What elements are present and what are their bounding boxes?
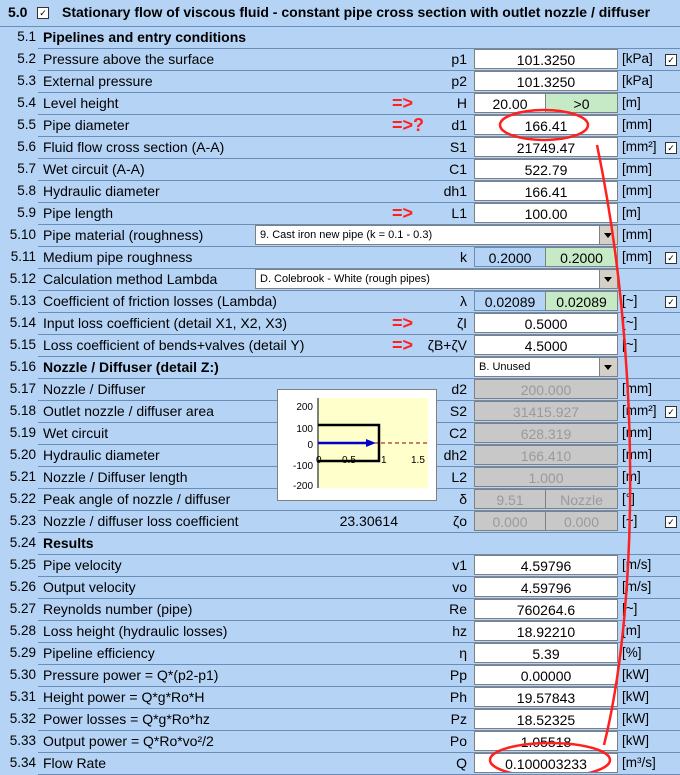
value-field: 0.000 xyxy=(474,511,546,531)
row-checkbox[interactable]: ✓ xyxy=(665,406,677,418)
dropdown[interactable] xyxy=(255,269,618,289)
row-r51 xyxy=(0,26,680,48)
row-label: Hydraulic diameter xyxy=(43,183,160,199)
value-field: 0.2000 xyxy=(474,247,546,267)
row-number: 5.13 xyxy=(9,293,36,308)
row-label: Power losses = Q*g*Ro*hz xyxy=(43,711,210,727)
symbol: d2 xyxy=(451,381,467,397)
row-number: 5.25 xyxy=(9,557,36,572)
symbol: λ xyxy=(460,293,467,309)
row-label: Reynolds number (pipe) xyxy=(43,601,193,617)
row-label: Fluid flow cross section (A-A) xyxy=(43,139,225,155)
row-number: 5.33 xyxy=(9,733,36,748)
row-label: Pressure above the surface xyxy=(43,51,215,67)
unit-label: [m] xyxy=(622,205,641,220)
value-field: 19.57843 xyxy=(474,687,618,707)
symbol: ζo xyxy=(453,513,467,529)
unit-label: [kW] xyxy=(622,733,649,748)
dropdown[interactable] xyxy=(474,357,618,377)
row-r528 xyxy=(0,620,680,642)
value-field: 522.79 xyxy=(474,159,618,179)
row-label: Input loss coefficient (detail X1, X2, X3) xyxy=(43,315,288,331)
x-tick: 0 xyxy=(316,455,322,466)
annotation-arrow: => xyxy=(392,93,414,113)
symbol: L1 xyxy=(451,205,467,221)
row-r523 xyxy=(0,510,680,532)
row-checkbox[interactable]: ✓ xyxy=(665,54,677,66)
value-field: 0.02089 xyxy=(474,291,546,311)
row-label: Calculation method Lambda xyxy=(43,271,218,287)
annotation-arrow: => xyxy=(392,313,414,333)
row-number: 5.24 xyxy=(9,535,36,550)
unit-label: [m³/s] xyxy=(622,755,656,770)
symbol: ζI xyxy=(456,315,467,331)
row-r55 xyxy=(0,114,680,136)
row-label: External pressure xyxy=(43,73,153,89)
unit-label: [~] xyxy=(622,337,638,352)
value-field: 1.05518 xyxy=(474,731,618,751)
value-field[interactable]: 4.5000 xyxy=(474,335,618,355)
row-r524 xyxy=(0,532,680,554)
row-number: 5.14 xyxy=(9,315,36,330)
row-r530 xyxy=(0,664,680,686)
row-label: Pipe velocity xyxy=(43,557,122,573)
value-field: 101.3250 xyxy=(474,71,618,91)
symbol: Ph xyxy=(449,689,467,705)
value-field: 31415.927 xyxy=(474,401,618,421)
row-number: 5.16 xyxy=(9,359,36,374)
value-field: 4.59796 xyxy=(474,577,618,597)
dropdown-value: 9. Cast iron new pipe (k = 0.1 - 0.3) xyxy=(260,229,433,241)
row-checkbox[interactable]: ✓ xyxy=(665,142,677,154)
value-field: 760264.6 xyxy=(474,599,618,619)
value-field: 18.92210 xyxy=(474,621,618,641)
section-number: 5.0 xyxy=(8,4,28,20)
section-header xyxy=(0,0,680,27)
symbol: p1 xyxy=(451,51,467,67)
row-r56 xyxy=(0,136,680,158)
symbol: L2 xyxy=(451,469,467,485)
unit-label: [kPa] xyxy=(622,51,653,66)
value-field: 166.410 xyxy=(474,445,618,465)
row-r529 xyxy=(0,642,680,664)
unit-label: [°] xyxy=(622,491,635,506)
row-r59 xyxy=(0,202,680,224)
row-label: Hydraulic diameter xyxy=(43,447,160,463)
row-label: Output velocity xyxy=(43,579,136,595)
symbol: v1 xyxy=(452,557,467,573)
row-label: Wet circuit xyxy=(43,425,109,441)
nozzle-chart xyxy=(277,389,437,501)
unit-label: [mm] xyxy=(622,183,652,198)
row-label: Flow Rate xyxy=(43,755,107,771)
row-number: 5.26 xyxy=(9,579,36,594)
chevron-down-icon[interactable] xyxy=(599,226,617,244)
symbol: C1 xyxy=(449,161,467,177)
row-number: 5.9 xyxy=(17,205,36,220)
row-checkbox[interactable]: ✓ xyxy=(665,252,677,264)
row-r510 xyxy=(0,224,680,246)
symbol: C2 xyxy=(449,425,467,441)
unit-label: [m] xyxy=(622,623,641,638)
section-checkbox[interactable]: ✓ xyxy=(37,7,49,19)
symbol: S2 xyxy=(449,403,467,419)
row-r515 xyxy=(0,334,680,356)
value-field[interactable]: 101.3250 xyxy=(474,49,618,69)
value-hint: >0 xyxy=(545,93,618,113)
row-label: Level height xyxy=(43,95,119,111)
row-r527 xyxy=(0,598,680,620)
unit-label: [m] xyxy=(622,95,641,110)
row-number: 5.28 xyxy=(9,623,36,638)
unit-label: [kW] xyxy=(622,711,649,726)
y-tick: 0 xyxy=(307,440,313,451)
row-label: Medium pipe roughness xyxy=(43,249,193,265)
row-label: Pressure power = Q*(p2-p1) xyxy=(43,667,219,683)
annotation-arrow: => xyxy=(392,335,414,355)
unit-label: [%] xyxy=(622,645,642,660)
symbol: d1 xyxy=(451,117,467,133)
symbol: hz xyxy=(452,623,467,639)
value-field[interactable]: 0.5000 xyxy=(474,313,618,333)
symbol: Q xyxy=(456,755,467,771)
unit-label: [m] xyxy=(622,469,641,484)
row-number: 5.23 xyxy=(9,513,36,528)
value-field-2[interactable]: 0.02089 xyxy=(545,291,618,311)
symbol: H xyxy=(456,95,467,111)
row-r58 xyxy=(0,180,680,202)
symbol: k xyxy=(460,249,467,265)
row-number: 5.22 xyxy=(9,491,36,506)
row-r53 xyxy=(0,70,680,92)
symbol: η xyxy=(459,645,467,661)
value-field: 18.52325 xyxy=(474,709,618,729)
row-label: Results xyxy=(43,535,94,551)
x-tick: 1 xyxy=(381,455,387,466)
dropdown[interactable] xyxy=(255,225,618,245)
value-field[interactable]: 166.41 xyxy=(474,115,618,135)
unit-label: [~] xyxy=(622,315,638,330)
unit-label: [mm] xyxy=(622,425,652,440)
value-field: 0.00000 xyxy=(474,665,618,685)
row-label: Nozzle / Diffuser length xyxy=(43,469,188,485)
value-field: 5.39 xyxy=(474,643,618,663)
row-number: 5.1 xyxy=(17,29,36,44)
row-r514 xyxy=(0,312,680,334)
symbol: dh2 xyxy=(443,447,467,463)
value-field-2: Nozzle xyxy=(545,489,618,509)
x-tick: 0.5 xyxy=(342,455,356,466)
row-number: 5.31 xyxy=(9,689,36,704)
symbol: S1 xyxy=(449,139,467,155)
symbol: Pz xyxy=(450,711,467,727)
row-label: Loss coefficient of bends+valves (detail Y) xyxy=(43,337,305,353)
unit-label: [mm] xyxy=(622,227,652,242)
row-number: 5.29 xyxy=(9,645,36,660)
row-r512 xyxy=(0,268,680,290)
unit-label: [kPa] xyxy=(622,73,653,88)
row-label: Pipe length xyxy=(43,205,114,221)
row-r532 xyxy=(0,708,680,730)
value-field[interactable]: 100.00 xyxy=(474,203,618,223)
y-tick: -100 xyxy=(292,461,313,472)
value-field: 4.59796 xyxy=(474,555,618,575)
unit-label: [mm²] xyxy=(622,403,657,418)
row-r526 xyxy=(0,576,680,598)
unit-label: [~] xyxy=(622,601,638,616)
row-r513 xyxy=(0,290,680,312)
value-field: 9.51 xyxy=(474,489,546,509)
unit-label: [mm] xyxy=(622,447,652,462)
row-checkbox[interactable]: ✓ xyxy=(665,516,677,528)
row-number: 5.32 xyxy=(9,711,36,726)
symbol: Po xyxy=(449,733,467,749)
row-label: Loss height (hydraulic losses) xyxy=(43,623,228,639)
value-field: 628.319 xyxy=(474,423,618,443)
row-label: Height power = Q*g*Ro*H xyxy=(43,689,205,705)
unit-label: [~] xyxy=(622,513,638,528)
row-r531 xyxy=(0,686,680,708)
value-field: 1.000 xyxy=(474,467,618,487)
symbol: δ xyxy=(459,491,467,507)
dropdown-value: B. Unused xyxy=(479,361,531,373)
row-label: Output power = Q*Ro*vo²/2 xyxy=(43,733,214,749)
unit-label: [m/s] xyxy=(622,579,652,594)
value-field: 0.100003233 xyxy=(474,753,618,773)
symbol: ζB+ζV xyxy=(427,337,467,353)
row-label: Nozzle / Diffuser (detail Z:) xyxy=(43,359,219,375)
row-number: 5.20 xyxy=(9,447,36,462)
row-number: 5.12 xyxy=(9,271,36,286)
row-r52 xyxy=(0,48,680,70)
dropdown-value: D. Colebrook - White (rough pipes) xyxy=(260,273,430,285)
row-label: Pipelines and entry conditions xyxy=(43,29,247,45)
nozzle-chart-svg xyxy=(278,390,436,500)
row-number: 5.27 xyxy=(9,601,36,616)
row-number: 5.17 xyxy=(9,381,36,396)
symbol: dh1 xyxy=(443,183,467,199)
unit-label: [mm] xyxy=(622,161,652,176)
y-tick: 100 xyxy=(296,424,313,435)
row-label: Outlet nozzle / diffuser area xyxy=(43,403,214,419)
row-checkbox[interactable]: ✓ xyxy=(665,296,677,308)
symbol: Re xyxy=(449,601,467,617)
value-field: 21749.47 xyxy=(474,137,618,157)
row-label: Wet circuit (A-A) xyxy=(43,161,145,177)
chevron-down-icon[interactable] xyxy=(599,358,617,376)
unit-label: [~] xyxy=(622,293,638,308)
row-number: 5.4 xyxy=(17,95,36,110)
row-label: Pipe diameter xyxy=(43,117,130,133)
symbol: vo xyxy=(452,579,467,595)
unit-label: [mm] xyxy=(622,381,652,396)
row-r525 xyxy=(0,554,680,576)
row-r511 xyxy=(0,246,680,268)
row-number: 5.15 xyxy=(9,337,36,352)
symbol: p2 xyxy=(451,73,467,89)
annotation-arrow: => xyxy=(392,203,414,223)
row-number: 5.11 xyxy=(10,249,36,264)
row-number: 5.2 xyxy=(17,51,36,66)
extra-value: 23.30614 xyxy=(339,513,398,529)
row-number: 5.10 xyxy=(9,227,36,242)
row-label: Peak angle of nozzle / diffuser xyxy=(43,491,231,507)
row-label: Pipe material (roughness) xyxy=(43,227,204,243)
row-label: Nozzle / diffuser loss coefficient xyxy=(43,513,239,529)
row-r533 xyxy=(0,730,680,752)
row-number: 5.5 xyxy=(17,117,36,132)
row-number: 5.18 xyxy=(9,403,36,418)
row-number: 5.7 xyxy=(17,161,36,176)
unit-label: [mm] xyxy=(622,117,652,132)
value-field: 166.41 xyxy=(474,181,618,201)
row-number: 5.34 xyxy=(9,755,36,770)
unit-label: [kW] xyxy=(622,689,649,704)
chevron-down-icon[interactable] xyxy=(599,270,617,288)
x-tick: 1.5 xyxy=(411,455,425,466)
row-number: 5.21 xyxy=(9,469,36,484)
value-field: 200.000 xyxy=(474,379,618,399)
y-tick: -200 xyxy=(292,481,313,492)
row-label: Pipeline efficiency xyxy=(43,645,155,661)
row-number: 5.8 xyxy=(17,183,36,198)
symbol: Pp xyxy=(449,667,467,683)
row-r54 xyxy=(0,92,680,114)
row-r57 xyxy=(0,158,680,180)
row-number: 5.19 xyxy=(9,425,36,440)
row-label: Nozzle / Diffuser xyxy=(43,381,146,397)
value-field[interactable]: 20.00 xyxy=(474,93,546,113)
unit-label: [m/s] xyxy=(622,557,652,572)
section-title: Stationary flow of viscous fluid - constant pipe cross section with outlet nozzle / diffuser xyxy=(62,4,651,20)
row-r516 xyxy=(0,356,680,378)
row-number: 5.3 xyxy=(17,73,36,88)
row-r534 xyxy=(0,752,680,774)
y-tick: 200 xyxy=(296,402,313,413)
value-field-2: 0.000 xyxy=(545,511,618,531)
row-number: 5.30 xyxy=(9,667,36,682)
annotation-arrow: =>? xyxy=(392,115,425,135)
value-field-2[interactable]: 0.2000 xyxy=(545,247,618,267)
unit-label: [mm] xyxy=(622,249,652,264)
unit-label: [mm²] xyxy=(622,139,657,154)
row-number: 5.6 xyxy=(17,139,36,154)
row-label: Coefficient of friction losses (Lambda) xyxy=(43,293,277,309)
unit-label: [kW] xyxy=(622,667,649,682)
